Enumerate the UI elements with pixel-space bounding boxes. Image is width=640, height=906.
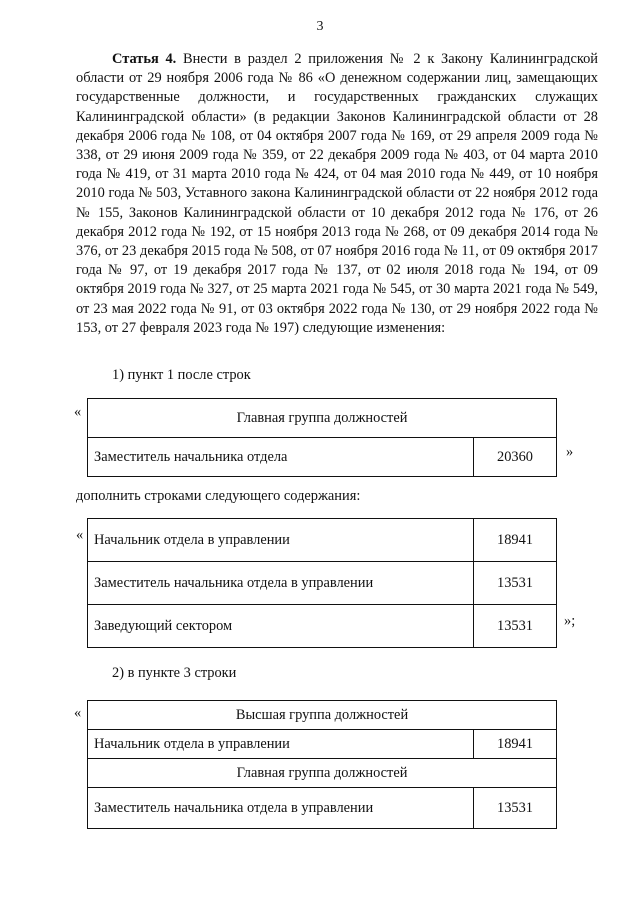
item1-intro: 1) пункт 1 после строк	[112, 367, 251, 383]
table-row	[88, 438, 557, 477]
table-cell-value: 20360	[474, 438, 557, 477]
new-rows-close-quote: »;	[564, 613, 576, 629]
table-header-top-group: Высшая группа должностей	[88, 701, 557, 730]
table-header-main-group: Главная группа должностей	[88, 399, 557, 438]
table-row	[88, 759, 557, 788]
table-cell-value: 13531	[474, 788, 557, 829]
item2-table	[87, 700, 557, 829]
table-cell-value: 18941	[474, 519, 557, 562]
item1-new-rows-table	[87, 518, 557, 648]
table-row	[88, 605, 557, 648]
table-header-main-group: Главная группа должностей	[88, 759, 557, 788]
table-cell-position: Заведующий сектором	[88, 605, 474, 648]
item2-intro: 2) в пункте 3 строки	[112, 665, 237, 681]
table-row	[88, 519, 557, 562]
new-rows-open-quote: «	[76, 527, 84, 543]
item2-open-quote: «	[74, 705, 82, 721]
table-row	[88, 730, 557, 759]
item1-existing-table	[87, 398, 557, 477]
table-cell-position: Заместитель начальника отдела	[88, 438, 474, 477]
table-cell-value: 13531	[474, 605, 557, 648]
table-cell-position: Заместитель начальника отдела в управлении	[88, 788, 474, 829]
article-paragraph	[76, 50, 598, 338]
table-cell-position: Заместитель начальника отдела в управлении	[88, 562, 474, 605]
table-row	[88, 399, 557, 438]
table-row	[88, 788, 557, 829]
page-number: 3	[316, 19, 324, 34]
table-row	[88, 701, 557, 730]
table-cell-position: Начальник отдела в управлении	[88, 730, 474, 759]
table-cell-value: 18941	[474, 730, 557, 759]
table-cell-position: Начальник отдела в управлении	[88, 519, 474, 562]
article-label: Статья 4.	[112, 51, 177, 67]
table-cell-value: 13531	[474, 562, 557, 605]
item1-close-quote: »	[566, 444, 574, 460]
article-text: Внести в раздел 2 приложения № 2 к Закону Калининградской области от 29 ноября 2006 года № 86 «О денежном содержании лиц, замещающих государственные должности, и государственных гражданских служащих Калининградской области» (в редакции Законов Калининградской области от 28 декабря 2006 года № 108, от 04 октября 2007 года № 169, от 29 апреля 2009 года № 338, от 29 июня 2009 года № 359, от 22 декабря 2009 года № 403, от 04 марта 2010 года № 419, от 31 марта 2010 года № 424, от 04 мая 2010 года № 449, от 10 ноября 2010 года № 503, Уставного закона Калининградской области от 22 ноября 2012 года № 155, Законов Калининградской области от 10 декабря 2012 года № 176, от 26 декабря 2012 года № 192, от 15 ноября 2013 года № 268, от 09 декабря 2014 года № 376, от 23 декабря 2015 года № 508, от 07 ноября 2016 года № 11, от 09 октября 2017 года № 97, от 19 декабря 2017 года № 137, от 02 июля 2018 года № 194, от 09 октября 2019 года № 327, от 25 марта 2021 года № 545, от 30 марта 2021 года № 549, от 23 мая 2022 года № 91, от 03 октября 2022 года № 130, от 29 ноября 2022 года № 153, от 27 февраля 2023 года № 197) следующие изменения:	[76, 51, 598, 336]
table-row	[88, 562, 557, 605]
item1-open-quote: «	[74, 404, 82, 420]
supplement-text: дополнить строками следующего содержания:	[76, 488, 361, 504]
